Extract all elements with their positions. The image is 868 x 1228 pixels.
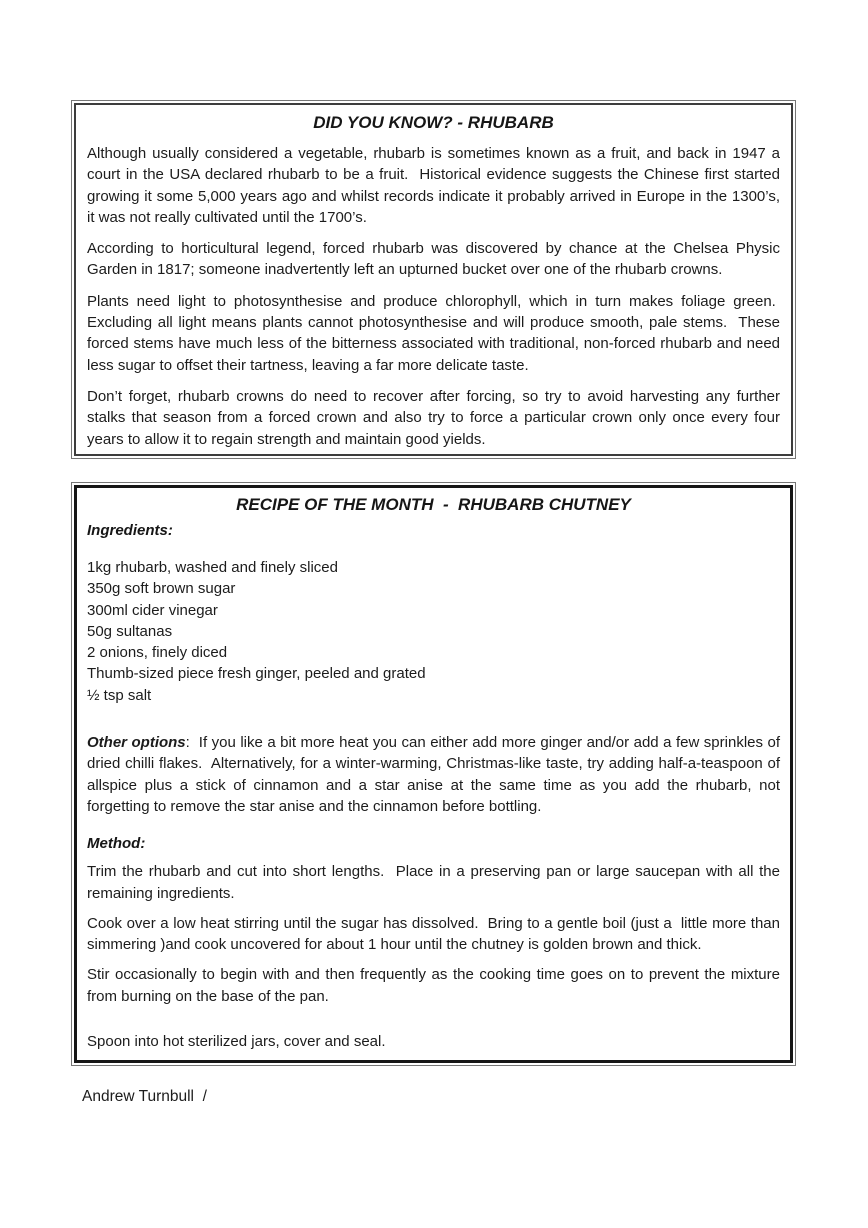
ingredient-item: ½ tsp salt [87,686,152,704]
did-you-know-title: DID YOU KNOW? - RHUBARB [313,113,554,132]
author-line: Andrew Turnbull / [82,1088,207,1105]
did-you-know-box [71,100,796,459]
ingredient-item: 2 onions, finely diced [87,644,228,662]
did-you-know-box-inner [74,103,793,456]
did-you-know-paragraph-3: Plants need light to photosynthesise and produce chlorophyll, which in turn makes foliage green. Excluding all light means plants cannot photosynthesise and will produce smooth, pale stems. These forced stems have much less of the bitterness associated with traditional, non-forced rhubarb and need less sugar to offset their tartness, leaving a far more delicate taste. [87,292,780,374]
recipe-title: RECIPE OF THE MONTH - RHUBARB CHUTNEY [236,495,631,514]
ingredient-item: 50g sultanas [87,622,173,640]
other-options-text: : If you like a bit more heat you can either add more ginger and/or add a few sprinkles of dried chilli flakes. Alternatively, for a winter-warming, Christmas-like taste, try adding half-a-teaspoon of allspice plus a stick of cinnamon and a star anise at the same time as you add the rhubarb, not forgetting to remove the star anise and the cinnamon before bottling. [87,734,781,815]
ingredient-item: 300ml cider vinegar [87,601,218,619]
ingredients-list [87,557,780,706]
method-paragraph-1: Trim the rhubarb and cut into short lengths. Place in a preserving pan or large saucepan with all the remaining ingredients. [87,863,780,902]
ingredient-item: 350g soft brown sugar [87,580,236,598]
did-you-know-paragraph-2: According to horticultural legend, forced rhubarb was discovered by chance at the Chelsea Physic Garden in 1817; someone inadvertently left an upturned bucket over one of the rhubarb crowns. [87,240,780,279]
did-you-know-paragraph-4: Don’t forget, rhubarb crowns do need to recover after forcing, so try to avoid harvesting any further stalks that season from a forced crown and also try to force a particular crown only once every four years to allow it to regain strength and maintain good yields. [87,387,780,448]
other-options-label: Other options [87,734,186,752]
recipe-box [71,482,796,1066]
ingredient-item: Thumb-sized piece fresh ginger, peeled and grated [87,665,426,683]
method-paragraph-3: Stir occasionally to begin with and then frequently as the cooking time goes on to prevent the mixture from burning on the base of the pan. [87,966,780,1005]
ingredients-heading: Ingredients: [87,522,173,539]
method-heading: Method: [87,835,146,853]
did-you-know-paragraph-1: Although usually considered a vegetable, rhubarb is sometimes known as a fruit, and back in 1947 a court in the USA declared rhubarb to be a fruit. Historical evidence suggests the Chinese first started growing it some 5,000 years ago and whilst records indicate it probably arrived in Europe in the 1300’s, it was not really cultivated until the 1700’s. [87,145,780,226]
recipe-box-inner [74,485,793,1063]
other-options-paragraph [87,732,780,817]
method-paragraph-4: Spoon into hot sterilized jars, cover and seal. [87,1033,386,1051]
method-paragraph-2: Cook over a low heat stirring until the sugar has dissolved. Bring to a gentle boil (just a little more than simmering )and cook uncovered for about 1 hour until the chutney is golden brown and thick. [87,914,780,954]
ingredient-item: 1kg rhubarb, washed and finely sliced [87,559,338,576]
